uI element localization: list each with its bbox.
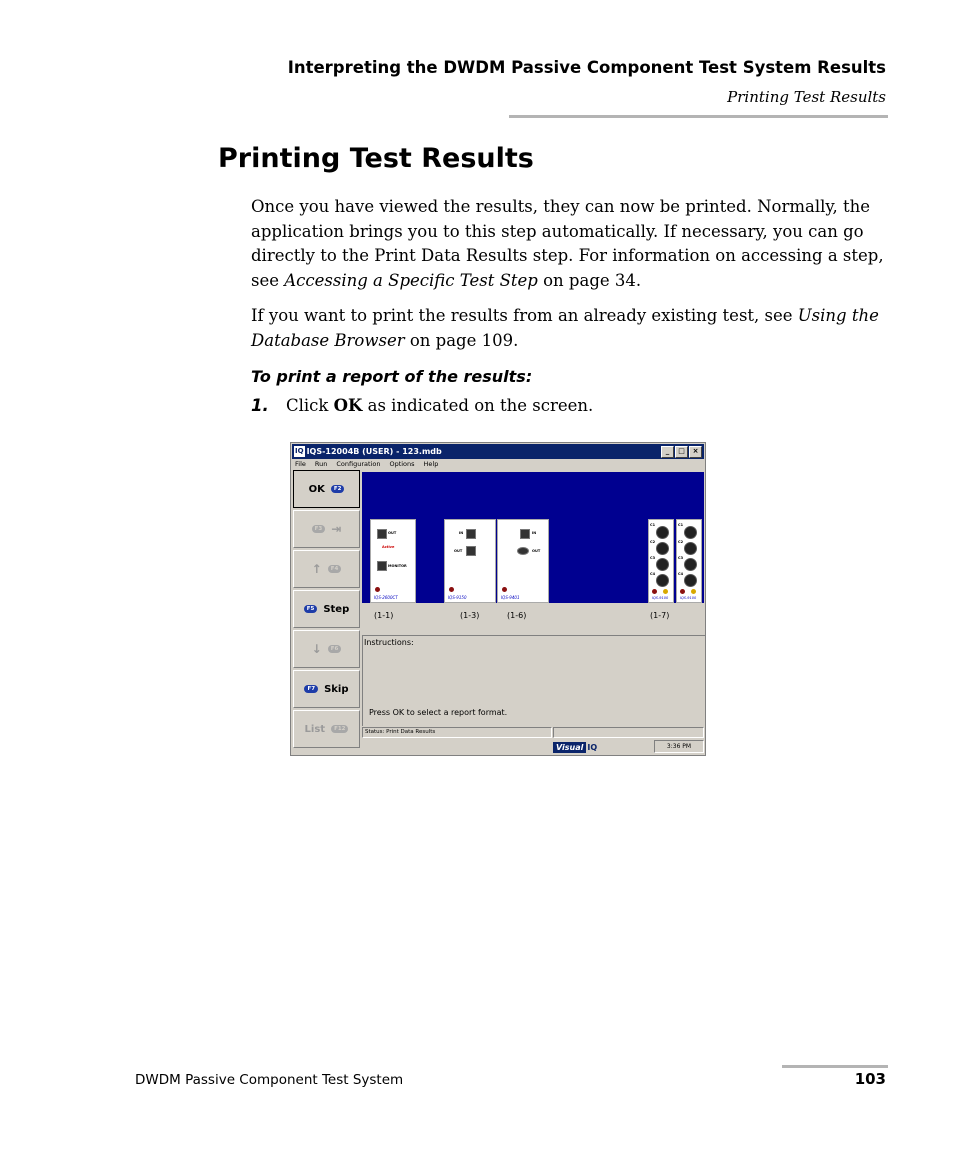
slot-label: (1-3) bbox=[460, 611, 480, 620]
slot-labels bbox=[362, 605, 704, 635]
status-led-icon bbox=[691, 589, 696, 594]
status-bar bbox=[362, 727, 704, 738]
minimize-button[interactable]: _ bbox=[661, 446, 674, 458]
connector-icon bbox=[684, 558, 697, 571]
status-text: Status: Print Data Results bbox=[362, 727, 552, 738]
procedure-title: To print a report of the results: bbox=[251, 367, 533, 386]
connector-icon bbox=[684, 542, 697, 555]
connector-icon bbox=[656, 526, 669, 539]
footer-rule bbox=[782, 1065, 888, 1068]
menu-run[interactable]: Run bbox=[314, 460, 328, 468]
ok-button[interactable]: OK F2 bbox=[293, 470, 360, 508]
arrow-right-bar-icon: ⇥ bbox=[331, 522, 342, 536]
menu-options[interactable]: Options bbox=[389, 460, 415, 468]
module-card[interactable]: C1 C2 C3 C4 IQS-9100 bbox=[648, 519, 674, 603]
menu-bar bbox=[295, 460, 438, 468]
instructions-panel bbox=[362, 635, 705, 726]
down-button[interactable]: ↓ F6 bbox=[293, 630, 360, 668]
header-rule bbox=[509, 115, 888, 118]
up-button[interactable]: ↑ F4 bbox=[293, 550, 360, 588]
connector-icon bbox=[656, 558, 669, 571]
menu-configuration[interactable]: Configuration bbox=[336, 460, 381, 468]
cross-reference-link: Accessing a Specific Test Step bbox=[284, 270, 538, 290]
slot-label: (1-7) bbox=[650, 611, 670, 620]
maximize-button[interactable]: □ bbox=[675, 446, 688, 458]
running-header-section: Printing Test Results bbox=[727, 88, 886, 106]
window-title: IQS-12004B (USER) - 123.mdb bbox=[306, 447, 442, 456]
status-led-icon bbox=[680, 589, 685, 594]
port-icon bbox=[520, 529, 530, 539]
connector-icon bbox=[656, 542, 669, 555]
step-button[interactable]: F5 Step bbox=[293, 590, 360, 628]
connector-icon bbox=[684, 526, 697, 539]
status-led-icon bbox=[449, 587, 454, 592]
port-icon bbox=[466, 529, 476, 539]
close-button[interactable]: × bbox=[689, 446, 702, 458]
arrow-up-icon: ↑ bbox=[311, 562, 322, 576]
module-card[interactable]: OUT Active MONITOR IQS-2600CT bbox=[370, 519, 416, 603]
clock: 3:36 PM bbox=[654, 740, 704, 753]
procedure-step: 1. Click OK as indicated on the screen. bbox=[251, 396, 594, 415]
status-led-icon bbox=[652, 589, 657, 594]
instrument-rack bbox=[362, 472, 704, 603]
coupler-icon bbox=[517, 547, 529, 555]
status-led-icon bbox=[663, 589, 668, 594]
step-number: 1. bbox=[251, 396, 269, 415]
connector-icon bbox=[656, 574, 669, 587]
footer-manual-name: DWDM Passive Component Test System bbox=[135, 1072, 404, 1088]
connector-icon bbox=[684, 574, 697, 587]
intro-paragraph: Once you have viewed the results, they can now be printed. Normally, the application brings you to this step automatically. If necessary, you can go directly to the Print Data Results step. For information on accessing a step, see Accessing a Specific Test Step on page 34. bbox=[251, 197, 884, 290]
page-number: 103 bbox=[854, 1070, 886, 1088]
section-heading: Printing Test Results bbox=[218, 143, 534, 174]
skip-button[interactable]: F7 Skip bbox=[293, 670, 360, 708]
menu-file[interactable]: File bbox=[295, 460, 306, 468]
arrow-down-icon: ↓ bbox=[311, 642, 322, 656]
port-icon bbox=[377, 529, 387, 539]
module-card[interactable]: IN OUT IQS-9150 bbox=[444, 519, 496, 603]
running-header-title: Interpreting the DWDM Passive Component Test System Results bbox=[287, 58, 886, 77]
application-screenshot bbox=[290, 442, 706, 756]
status-led-icon bbox=[502, 587, 507, 592]
status-panel bbox=[553, 727, 704, 738]
database-paragraph: If you want to print the results from an already existing test, see Using the Database Browser on page 109. bbox=[251, 306, 879, 350]
list-button[interactable]: List F12 bbox=[293, 710, 360, 748]
module-card[interactable]: IN OUT IQS-9401 bbox=[497, 519, 549, 603]
command-sidebar bbox=[293, 470, 360, 750]
window-title-bar bbox=[292, 444, 704, 459]
menu-help[interactable]: Help bbox=[423, 460, 439, 468]
instructions-label: Instructions: bbox=[364, 638, 414, 647]
port-icon bbox=[466, 546, 476, 556]
cross-reference-link: Using the Database Browser bbox=[251, 306, 879, 350]
module-card[interactable]: C1 C2 C3 C4 IQS-9100 bbox=[676, 519, 702, 603]
slot-label: (1-1) bbox=[374, 611, 394, 620]
next-button[interactable]: F3 ⇥ bbox=[293, 510, 360, 548]
slot-label: (1-6) bbox=[507, 611, 527, 620]
app-icon: IQ bbox=[295, 447, 304, 455]
instructions-message: Press OK to select a report format. bbox=[369, 708, 508, 717]
port-icon bbox=[377, 561, 387, 571]
visual-iq-logo: Visual IQ bbox=[553, 741, 597, 753]
status-led-icon bbox=[375, 587, 380, 592]
